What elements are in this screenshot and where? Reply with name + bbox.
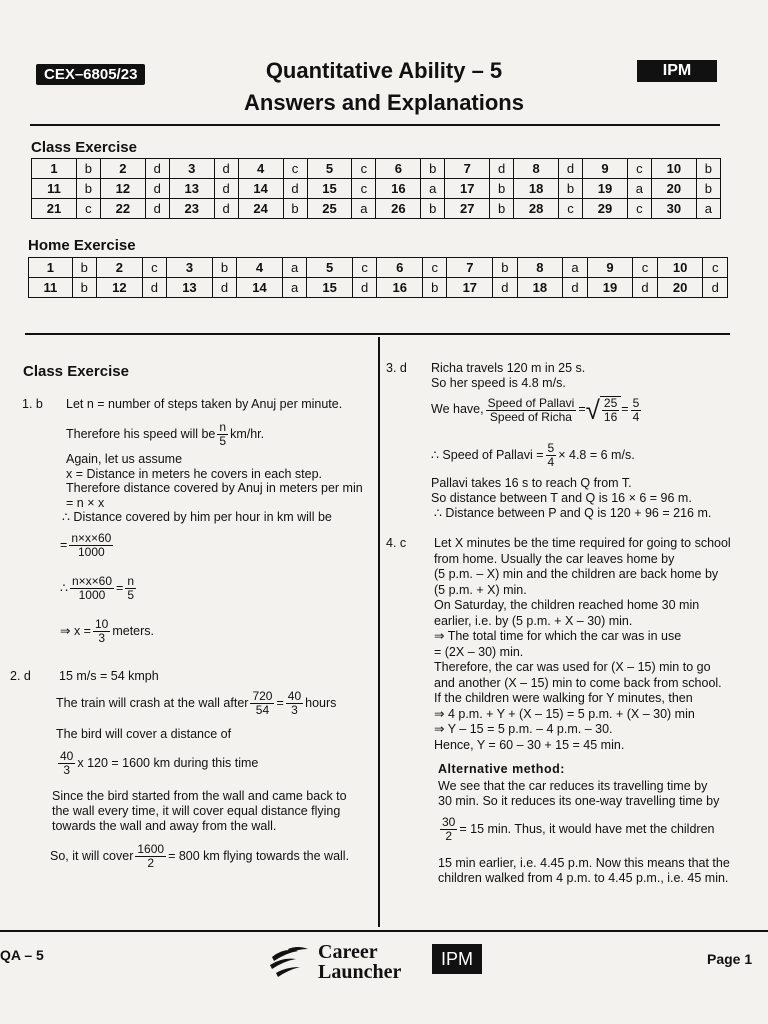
home-exercise-answer-table — [28, 257, 728, 298]
question-number-cell: 3 — [169, 159, 214, 179]
answer-cell: b — [696, 179, 720, 199]
page-number: Page 1 — [707, 951, 753, 967]
q2-f4-den: 2 — [147, 856, 155, 870]
question-number-cell: 6 — [377, 258, 423, 278]
answer-cell: c — [627, 159, 651, 179]
class-exercise-answer-table — [31, 158, 721, 219]
q3-ratio-line — [431, 396, 643, 424]
question-number-cell: 9 — [583, 159, 628, 179]
q3-f2-num: 5 — [632, 395, 640, 410]
q1-result — [60, 618, 154, 645]
q2-line5: Since the bird started from the wall and came back to — [52, 789, 347, 803]
q3-line7: ∴ Distance between P and Q is 120 + 96 = 216 m. — [434, 506, 712, 520]
answer-cell: b — [76, 159, 100, 179]
answer-cell: d — [283, 179, 307, 199]
answer-cell: d — [563, 278, 587, 298]
answer-cell: a — [352, 199, 376, 219]
q3-speed-result: × 4.8 = 6 m/s. — [558, 447, 635, 462]
q3-fraction-5-4 — [631, 397, 642, 424]
home-exercise-table-title: Home Exercise — [28, 237, 136, 254]
q3-line6: So distance between T and Q is 16 × 6 = 96 m. — [431, 491, 692, 505]
q4-f1-den: 2 — [445, 829, 453, 843]
q3-line5: Pallavi takes 16 s to reach Q from T. — [431, 476, 632, 490]
footer-module-code: QA – 5 — [0, 947, 44, 963]
q1-equation1 — [60, 532, 115, 559]
question-number-cell: 18 — [517, 278, 563, 298]
table-row — [32, 179, 721, 199]
q3-line2: So her speed is 4.8 m/s. — [431, 376, 566, 390]
q4-line: Hence, Y = 60 – 30 + 15 = 45 min. — [434, 737, 625, 752]
q3-speed-text: ∴ Speed of Pallavi = — [431, 447, 544, 462]
answer-cell: d — [142, 278, 166, 298]
answer-cell: c — [283, 159, 307, 179]
question-number-cell: 22 — [100, 199, 145, 219]
q2-line6: the wall every time, it will cover equal distance flying — [52, 804, 341, 818]
q2-final-text: So, it will cover — [50, 848, 134, 863]
brand-line2: Launcher — [318, 961, 402, 983]
question-number-cell: 16 — [376, 179, 421, 199]
question-number-cell: 3 — [167, 258, 213, 278]
question-number-cell: 18 — [514, 179, 559, 199]
question-number-cell: 9 — [587, 258, 633, 278]
question-number-cell: 19 — [587, 278, 633, 298]
q1-f5-den: 3 — [98, 631, 105, 645]
answer-cell: b — [423, 278, 447, 298]
q1-fraction-5 — [93, 618, 110, 645]
answer-cell: d — [633, 278, 657, 298]
q2-f3-num: 40 — [60, 749, 74, 763]
q3-sq-num: 25 — [603, 396, 618, 410]
q2-distance-line — [56, 750, 258, 777]
answer-cell: b — [421, 159, 445, 179]
question-number-cell: 1 — [32, 159, 77, 179]
q4-line: ⇒ Y – 15 = 5 p.m. – 4 p.m. – 30. — [434, 722, 613, 736]
question-number-cell: 7 — [445, 159, 490, 179]
answer-cell: a — [563, 258, 587, 278]
question-number-cell: 4 — [238, 159, 283, 179]
answer-cell: c — [353, 258, 377, 278]
page-title: Quantitative Ability – 5 — [265, 58, 503, 83]
question-number-cell: 17 — [447, 278, 493, 298]
q2-fraction-4 — [135, 843, 166, 870]
question-number-cell: 12 — [100, 179, 145, 199]
answer-cell: b — [76, 179, 100, 199]
question-number-cell: 15 — [307, 278, 353, 298]
answer-cell: c — [352, 159, 376, 179]
q2-line7: towards the wall and away from the wall. — [52, 819, 277, 833]
q1-speed-line — [66, 421, 264, 448]
q2-hours: hours — [305, 695, 337, 710]
answer-cell: c — [633, 258, 657, 278]
q1-therefore: ∴ — [60, 580, 68, 595]
q2-eq-sign: = — [276, 695, 284, 710]
q4-line: On Saturday, the children reached home 30 min — [434, 598, 700, 612]
answer-cell: d — [145, 159, 169, 179]
q2-f4-num: 1600 — [137, 842, 165, 856]
answer-cell: c — [142, 258, 166, 278]
q3-sq-den: 16 — [603, 410, 618, 424]
q2-number: 2. d — [10, 669, 31, 683]
q3-speed-line — [431, 442, 635, 469]
question-number-cell: 20 — [651, 179, 696, 199]
answer-cell: d — [493, 278, 517, 298]
q2-line3: The bird will cover a distance of — [56, 727, 232, 741]
q1-fraction-n-5 — [217, 421, 228, 448]
answer-cell: b — [490, 179, 514, 199]
answer-cell: c — [627, 199, 651, 219]
q2-distance-text: x 120 = 1600 km during this time — [77, 755, 259, 770]
alternative-method-title: Alternative method: — [438, 762, 565, 776]
q2-fraction-3 — [58, 750, 75, 777]
question-number-cell: 10 — [657, 258, 703, 278]
question-number-cell: 8 — [517, 258, 563, 278]
q4-line: Therefore, the car was used for (X – 15) min to go — [434, 660, 711, 674]
question-number-cell: 7 — [447, 258, 493, 278]
q4-number: 4. c — [386, 536, 407, 550]
q4-line: = (2X – 30) min. — [434, 644, 524, 659]
q2-fraction-1 — [250, 690, 274, 717]
question-number-cell: 19 — [583, 179, 628, 199]
footer-ipm-badge: IPM — [432, 944, 482, 974]
q1-f2-den: 1000 — [77, 545, 105, 559]
q1-line3: Again, let us assume — [66, 452, 183, 466]
q3-f2-den: 4 — [632, 409, 640, 424]
table-row — [29, 258, 728, 278]
answer-cell: c — [703, 258, 728, 278]
question-number-cell: 25 — [307, 199, 352, 219]
column-divider — [378, 337, 380, 927]
question-number-cell: 17 — [445, 179, 490, 199]
question-number-cell: 11 — [32, 179, 77, 199]
header-divider — [30, 124, 720, 126]
question-number-cell: 29 — [583, 199, 628, 219]
question-number-cell: 4 — [237, 258, 283, 278]
q4-alt-line2: 30 min. So it reduces its one-way travelling time by — [438, 794, 720, 808]
answer-cell: d — [559, 159, 583, 179]
question-number-cell: 27 — [445, 199, 490, 219]
q1-speed-text: Therefore his speed will be — [66, 426, 216, 441]
q4-line: and another (X – 15) min to come back from school. — [434, 675, 722, 690]
question-number-cell: 13 — [169, 179, 214, 199]
question-number-cell: 5 — [307, 159, 352, 179]
q1-equation2 — [60, 575, 138, 602]
q4-line: Let X minutes be the time required for going to school — [434, 536, 731, 550]
question-number-cell: 2 — [96, 258, 142, 278]
q1-f4-den: 5 — [127, 588, 134, 602]
question-number-cell: 1 — [29, 258, 73, 278]
answer-cell: d — [212, 278, 236, 298]
q4-fraction-30-2 — [440, 816, 457, 843]
page-subtitle: Answers and Explanations — [244, 90, 524, 115]
answer-cell: d — [214, 159, 238, 179]
q1-fraction-4 — [125, 575, 136, 602]
q1-f3-den: 1000 — [78, 588, 106, 602]
answer-cell: d — [145, 179, 169, 199]
q3-f1-den: Speed of Richa — [489, 409, 572, 424]
q3-fraction-3 — [546, 442, 557, 469]
q4-line: earlier, i.e. by (5 p.m. + X – 30) min. — [434, 613, 633, 628]
brand-line1: Career — [318, 941, 378, 963]
question-number-cell: 8 — [514, 159, 559, 179]
answer-cell: d — [214, 179, 238, 199]
q1-f1-num: n — [219, 420, 227, 434]
answer-cell: a — [282, 258, 306, 278]
q3-f3-den: 4 — [547, 455, 555, 469]
q2-f1-den: 54 — [255, 703, 270, 717]
answer-cell: a — [627, 179, 651, 199]
q2-fraction-2 — [286, 690, 303, 717]
answer-cell: d — [703, 278, 728, 298]
ipm-badge: IPM — [637, 60, 717, 82]
q1-f5-num: 10 — [94, 617, 109, 631]
q3-f1-num: Speed of Pallavi — [487, 395, 575, 410]
q4-line: from home. Usually the car leaves home by — [434, 551, 675, 566]
career-launcher-swirl-icon — [268, 945, 310, 981]
table-row — [32, 199, 721, 219]
question-number-cell: 24 — [238, 199, 283, 219]
q2-f1-num: 720 — [252, 689, 273, 703]
question-number-cell: 13 — [167, 278, 213, 298]
q1-eq2-sign: = — [116, 580, 124, 595]
question-number-cell: 26 — [376, 199, 421, 219]
q4-line: ⇒ 4 p.m. + Y + (X – 15) = 5 p.m. + (X – 30) min — [434, 706, 695, 721]
q1-f4-num: n — [127, 574, 134, 588]
answer-cell: b — [72, 278, 96, 298]
answer-cell: b — [72, 258, 96, 278]
answer-cell: b — [493, 258, 517, 278]
question-number-cell: 14 — [238, 179, 283, 199]
q3-f3-num: 5 — [547, 441, 555, 455]
answer-cell: b — [283, 199, 307, 219]
question-number-cell: 14 — [237, 278, 283, 298]
question-number-cell: 12 — [96, 278, 142, 298]
q2-f2-den: 3 — [291, 703, 298, 717]
answer-cell: d — [353, 278, 377, 298]
answer-cell: c — [423, 258, 447, 278]
q3-eq2: = — [621, 402, 629, 417]
answer-cell: d — [214, 199, 238, 219]
q2-crash-line — [56, 690, 336, 717]
q4-line: ⇒ The total time for which the car was in use — [434, 629, 682, 643]
q2-final-line — [50, 843, 349, 870]
q1-line7: ∴ Distance covered by him per hour in km will be — [62, 510, 332, 524]
q4-alt-line3 — [438, 816, 714, 843]
q4-alt-line3-text: = 15 min. Thus, it would have met the children — [459, 821, 715, 836]
question-number-cell: 28 — [514, 199, 559, 219]
q4-line: (5 p.m. – X) min and the children are back home by — [434, 567, 719, 581]
answer-cell: c — [352, 179, 376, 199]
class-exercise-heading: Class Exercise — [23, 363, 129, 380]
question-number-cell: 6 — [376, 159, 421, 179]
q2-f3-den: 3 — [63, 763, 71, 777]
document-code: CEX–6805/23 — [36, 64, 145, 85]
answer-cell: c — [559, 199, 583, 219]
q1-implies: ⇒ x = — [60, 623, 91, 638]
question-number-cell: 23 — [169, 199, 214, 219]
answer-cell: b — [212, 258, 236, 278]
q2-final-result: = 800 km flying towards the wall. — [168, 848, 350, 863]
q1-line4: x = Distance in meters he covers in each step. — [66, 467, 323, 481]
q4-alt-line5: children walked from 4 p.m. to 4.45 p.m., i.e. 45 min. — [438, 871, 729, 885]
class-exercise-table-title: Class Exercise — [31, 139, 137, 156]
answer-cell: a — [282, 278, 306, 298]
q2-f2-num: 40 — [287, 689, 302, 703]
answer-cell: a — [421, 179, 445, 199]
q3-speed-ratio — [486, 397, 577, 424]
q1-eq1-sign: = — [60, 537, 68, 552]
q4-alt-line4: 15 min earlier, i.e. 4.45 p.m. Now this means that the — [438, 856, 730, 870]
q3-eq1: = — [578, 402, 586, 417]
answer-cell: a — [696, 199, 720, 219]
q4-line: (5 p.m. + X) min. — [434, 582, 527, 597]
q1-f3-num: n×x×60 — [71, 574, 112, 588]
question-number-cell: 5 — [307, 258, 353, 278]
sqrt-symbol-icon: √ — [585, 395, 600, 425]
q1-line1: Let n = number of steps taken by Anuj per minute. — [66, 397, 343, 411]
answer-cell: b — [421, 199, 445, 219]
question-number-cell: 16 — [377, 278, 423, 298]
q1-meters: meters. — [112, 623, 155, 638]
question-number-cell: 15 — [307, 179, 352, 199]
q4-line: If the children were walking for Y minutes, then — [434, 691, 693, 705]
section-divider — [25, 333, 730, 335]
answer-cell: b — [490, 199, 514, 219]
q3-sqrt-fraction — [602, 397, 619, 424]
q1-fraction-2 — [69, 532, 113, 559]
q4-f1-num: 30 — [442, 815, 456, 829]
answer-cell: d — [490, 159, 514, 179]
q4-explanation — [434, 536, 759, 753]
q1-f2-num: n×x×60 — [71, 531, 112, 545]
q4-alt-line1: We see that the car reduces its travelling time by — [438, 779, 708, 793]
table-row — [29, 278, 728, 298]
question-number-cell: 30 — [651, 199, 696, 219]
q1-line5: Therefore distance covered by Anuj in meters per min — [66, 481, 363, 495]
q1-fraction-3 — [70, 575, 114, 602]
q3-line1: Richa travels 120 m in 25 s. — [431, 361, 586, 375]
q1-f1-den: 5 — [219, 434, 227, 448]
answer-cell: b — [559, 179, 583, 199]
q3-sqrt — [586, 396, 622, 424]
question-number-cell: 21 — [32, 199, 77, 219]
q1-line6: = n × x — [66, 496, 105, 510]
q3-we-have: We have, — [431, 402, 484, 417]
q2-line1: 15 m/s = 54 kmph — [59, 669, 159, 683]
q2-crash-text: The train will crash at the wall after — [56, 695, 249, 710]
question-number-cell: 10 — [651, 159, 696, 179]
table-row — [32, 159, 721, 179]
answer-cell: b — [696, 159, 720, 179]
question-number-cell: 20 — [657, 278, 703, 298]
q1-speed-unit: km/hr. — [230, 426, 265, 441]
career-launcher-logo — [268, 945, 310, 986]
q3-number: 3. d — [386, 361, 407, 375]
answer-cell: d — [145, 199, 169, 219]
footer-divider — [0, 930, 768, 932]
question-number-cell: 11 — [29, 278, 73, 298]
q1-number: 1. b — [22, 397, 43, 411]
question-number-cell: 2 — [100, 159, 145, 179]
answer-cell: c — [76, 199, 100, 219]
